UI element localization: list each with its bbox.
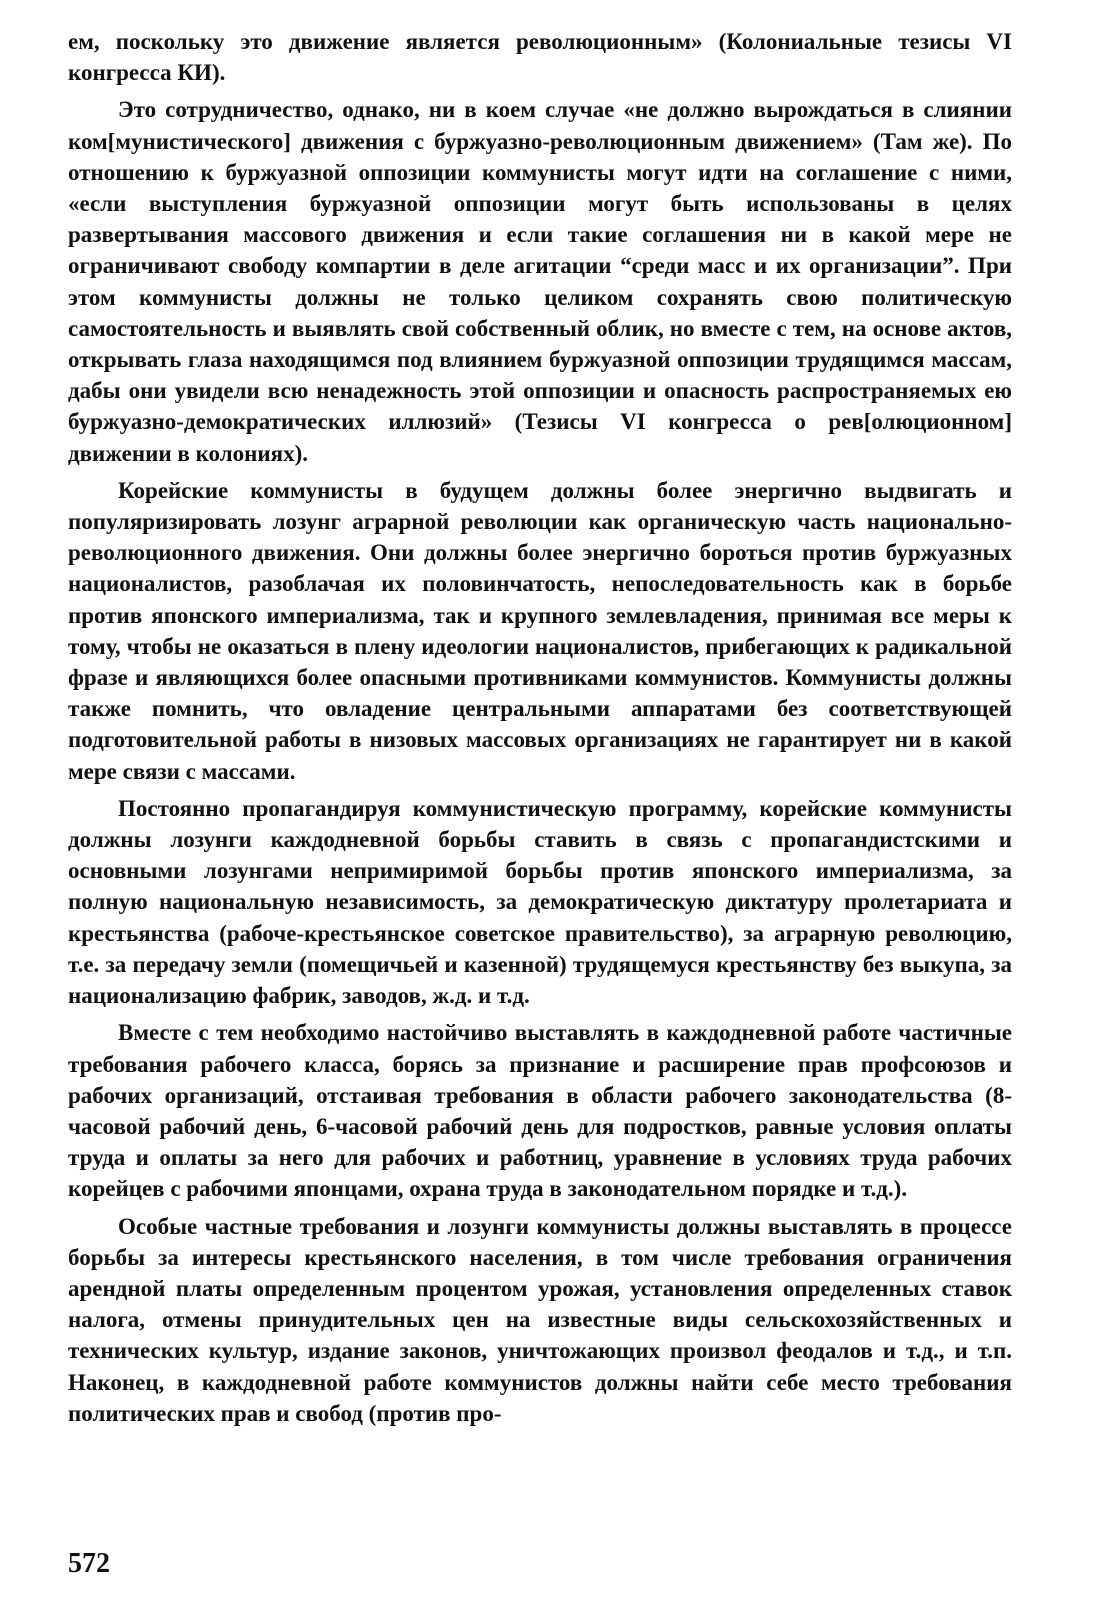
paragraph-cooperation: Это сотрудничество, однако, ни в коем случае «не должно вырождаться в слиянии ком[мунистического] движения с буржуазно-революционным движением» (Там же). По отношению к буржуазной оппозиции коммунисты могут идти на соглашение с ними, «если выступления буржуазной оппозиции могут быть использованы в целях развертывания массового движения и если такие соглашения ни в какой мере не ограничивают свободу компартии в деле агитации “среди масс и их организации”. При этом коммунисты должны не только целиком сохранять свою политическую самостоятельность и выявлять свой собственный облик, но вместе с тем, на основе актов, открывать глаза находящимся под влиянием буржуазной оппозиции трудящимся массам, дабы они увидели всю ненадежность этой оппозиции и опасность распространяемых ею буржуазно-демократических иллюзий» (Тезисы VI конгресса о рев[олюционном] движении в колониях). <box>68 97 1012 466</box>
page-number: 572 <box>68 1548 110 1579</box>
paragraph-peasant-demands: Особые частные требования и лозунги коммунисты должны выставлять в процессе борьбы за интересы крестьянского населения, в том числе требования ограничения арендной платы определенным процентом урожая, установления определенных ставок налога, отмены принудительных цен на известные виды сельскохозяйственных и технических культур, издание законов, уничтожающих произвол феодалов и т.д., и т.п. Наконец, в каждодневной работе коммунистов должны найти себе место требования политических прав и свобод (против про- <box>68 1213 1012 1426</box>
paragraph-worker-demands: Вместе с тем необходимо настойчиво выставлять в каждодневной работе частичные требования рабочего класса, борясь за признание и расширение прав профсоюзов и рабочих организаций, отстаивая требования в области рабочего законодательства (8-часовой рабочий день, 6-часовой рабочий день для подростков, равные условия оплаты труда и оплаты за него для рабочих и работниц, уравнение в условиях труда рабочих корейцев с рабочими японцами, охрана труда в законодательном порядке и т.д.). <box>68 1020 1012 1202</box>
paragraph-continuation: ем, поскольку это движение является революционным» (Колониальные тезисы VI конгресса КИ). <box>68 29 1012 86</box>
document-page <box>68 26 1012 1579</box>
paragraph-korean-communists: Корейские коммунисты в будущем должны более энергично выдвигать и популяризировать лозунг аграрной революции как органическую часть национально-революционного движения. Они должны более энергично бороться против буржуазных националистов, разоблачая их половинчатость, непоследовательность как в борьбе против японского империализма, так и крупного землевладения, принимая все меры к тому, чтобы не оказаться в плену идеологии националистов, прибегающих к радикальной фразе и являющихся более опасными противниками коммунистов. Коммунисты должны также помнить, что овладение центральными аппаратами без соответствующей подготовительной работы в низовых массовых организациях не гарантирует ни в какой мере связи с массами. <box>68 477 1012 784</box>
paragraph-propaganda: Постоянно пропагандируя коммунистическую программу, корейские коммунисты должны лозунги каждодневной борьбы ставить в связь с пропагандистскими и основными лозунгами непримиримой борьбы против японского империализма, за полную национальную независимость, за демократическую диктатуру пролетариата и крестьянства (рабоче-крестьянское советское правительство), за аграрную революцию, т.е. за передачу земли (помещичьей и казенной) трудящемуся крестьянству без выкупа, за национализацию фабрик, заводов, ж.д. и т.д. <box>68 795 1012 1009</box>
